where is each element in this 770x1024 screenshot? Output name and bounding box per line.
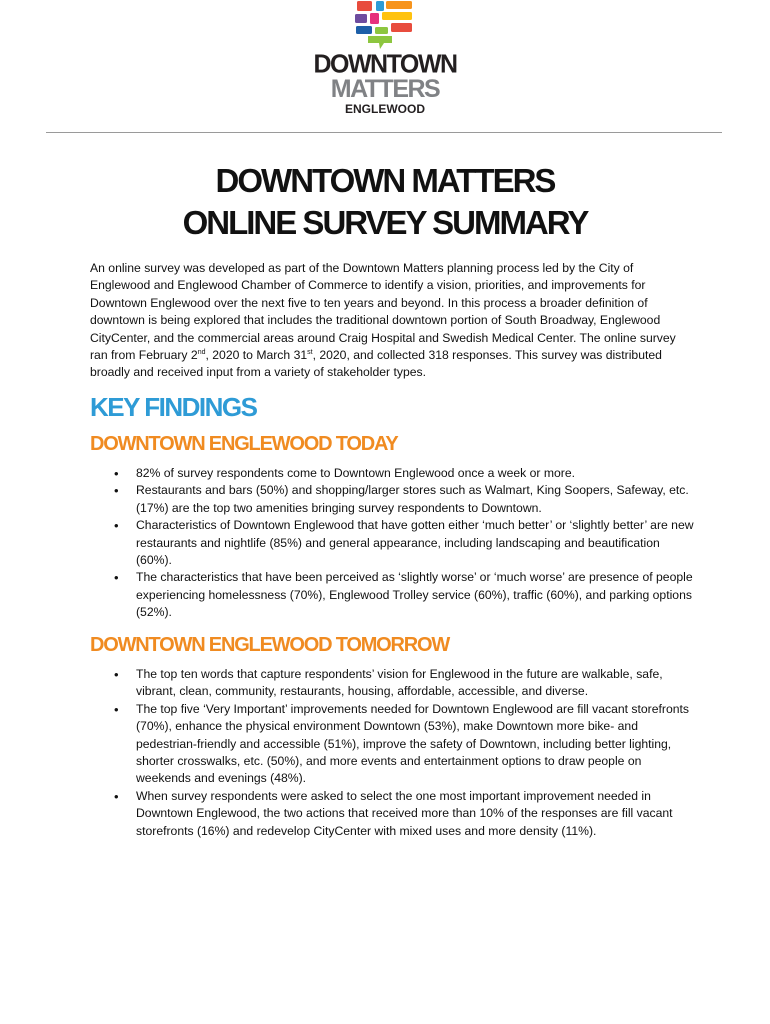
logo bbox=[0, 0, 770, 122]
list-item: • Restaurants and bars (50%) and shopping/larger stores such as Walmart, King Soopers, Safeway, etc. (17%) are the top two amenities bringing survey respondents to Downtown. bbox=[114, 482, 694, 517]
intro-text-1: An online survey was developed as part of the Downtown Matters planning process led by the City of Englewood and Englewood Chamber of Commerce to identify a vision, priorities, and improvements for Downtown Englewood over the next five to ten years and beyond. In this process a broader definition of downtown is being explored that includes the traditional downtown portion of South Broadway, Englewood CityCenter, and the commercial areas around Craig Hospital and Swedish Medical Center. The online survey ran from February 2 bbox=[90, 261, 676, 363]
intro-text-3: , 2020, and collected 318 responses. This survey was distributed broadly and received input from a variety of stakeholder types. bbox=[90, 348, 662, 380]
intro-paragraph bbox=[90, 260, 690, 382]
logo-text-downtown: DOWNTOWN bbox=[313, 49, 457, 79]
list-item: • The characteristics that have been perceived as ‘slightly worse’ or ‘much worse’ are presence of people experiencing homelessness (70%), Englewood Trolley service (60%), traffic (60%), and parking options (52%). bbox=[114, 569, 694, 621]
intro-sup-2: st bbox=[307, 348, 313, 356]
list-item: • The top five ‘Very Important’ improvements needed for Downtown Englewood are fill vacant storefronts (70%), enhance the physical environment Downtown (53%), make Downtown more bike- and pedestrian-friendly and accessible (51%), improve the safety of Downtown, including better lighting, shorter crosswalks, etc. (50%), and more events and entertainment options to draw people on weekends and evenings (48%). bbox=[114, 701, 694, 788]
list-item: • When survey respondents were asked to select the one most important improvement needed in Downtown Englewood, the two actions that received more than 10% of the responses are fill vacant storefronts (16%) and redevelop CityCenter with mixed uses and more density (11%). bbox=[114, 788, 694, 840]
intro-sup-1: nd bbox=[197, 348, 206, 356]
list-item: • The top ten words that capture respondents’ vision for Englewood in the future are walkable, safe, vibrant, clean, community, restaurants, housing, affordable, accessible, and diverse. bbox=[114, 666, 694, 701]
downtown-matters-logo-icon bbox=[354, 0, 416, 50]
tomorrow-heading: DOWNTOWN ENGLEWOOD TOMORROW bbox=[90, 634, 450, 656]
page-title bbox=[0, 160, 770, 244]
key-findings-heading: KEY FINDINGS bbox=[90, 392, 257, 422]
title-line-2: ONLINE SURVEY SUMMARY bbox=[182, 204, 588, 241]
list-item: • 82% of survey respondents come to Downtown Englewood once a week or more. bbox=[114, 465, 694, 482]
logo-text-matters: MATTERS bbox=[330, 75, 440, 103]
today-list bbox=[114, 465, 694, 622]
title-line-1: DOWNTOWN MATTERS bbox=[215, 162, 555, 199]
divider bbox=[46, 132, 722, 133]
logo-text-englewood: ENGLEWOOD bbox=[345, 102, 425, 116]
list-item: • Characteristics of Downtown Englewood that have gotten either ‘much better’ or ‘slightly better’ are new restaurants and nightlife (85%) and general appearance, including landscaping and beautification (60%). bbox=[114, 517, 694, 569]
today-heading: DOWNTOWN ENGLEWOOD TODAY bbox=[90, 433, 398, 455]
tomorrow-list bbox=[114, 666, 694, 840]
intro-text-2: , 2020 to March 31 bbox=[205, 348, 308, 363]
